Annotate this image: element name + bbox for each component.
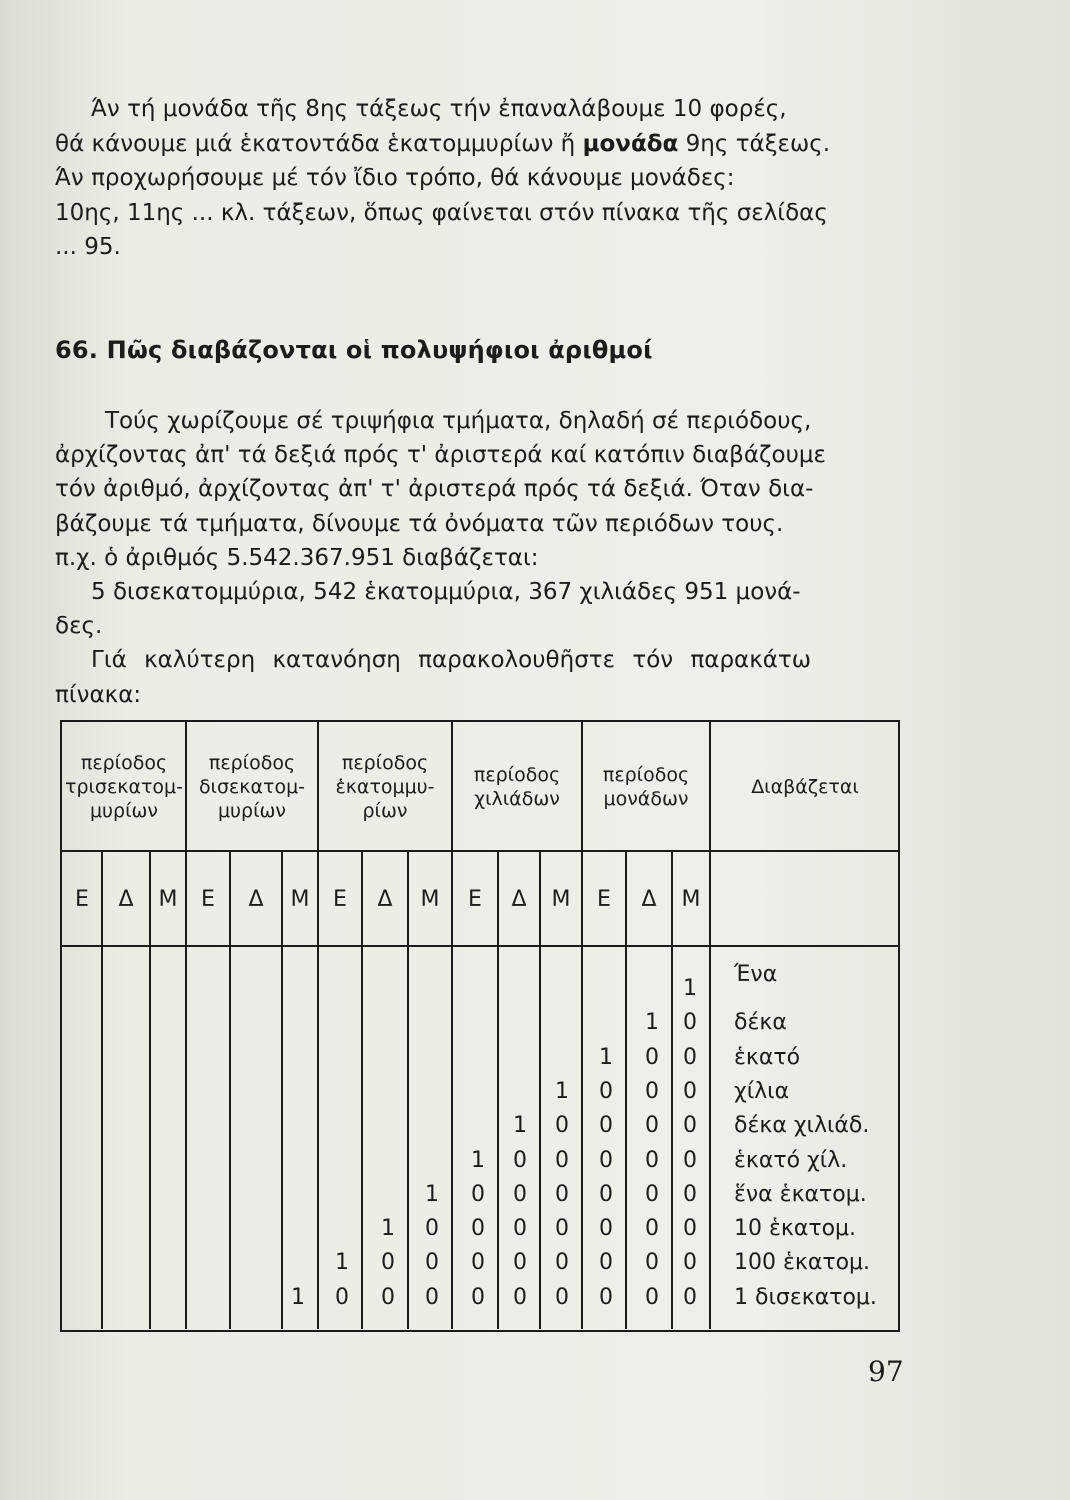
table-digit: 0 bbox=[599, 1078, 613, 1104]
body-line-4: βάζουμε τά τμήματα, δίνουμε τά ὀνόματα τῶν περιόδων τους. bbox=[55, 510, 784, 537]
period-label: μυρίων bbox=[89, 800, 159, 822]
table-digit: 0 bbox=[683, 1284, 697, 1310]
table-digit: 0 bbox=[645, 1044, 659, 1070]
period-divider bbox=[185, 722, 187, 1329]
reading-label: ἑκατό χίλ. bbox=[734, 1147, 848, 1173]
table-digit: 0 bbox=[599, 1113, 613, 1139]
period-label: περίοδος bbox=[80, 752, 168, 774]
position-letter: Δ bbox=[511, 887, 527, 912]
table-digit: 0 bbox=[645, 1181, 659, 1207]
intro-line-2-start: θά κάνουμε μιά ἑκατοντάδα ἑκατομμυρίων ἤ bbox=[55, 130, 583, 157]
position-letter: Ε bbox=[201, 887, 215, 912]
period-label: μονάδων bbox=[603, 788, 689, 810]
table-digit: 1 bbox=[425, 1181, 439, 1207]
table-digit: 0 bbox=[683, 1250, 697, 1276]
table-digit: 0 bbox=[471, 1181, 485, 1207]
table-digit: 0 bbox=[683, 1113, 697, 1139]
table-digit: 1 bbox=[335, 1250, 349, 1276]
table-digit: 0 bbox=[555, 1250, 569, 1276]
table-digit: 0 bbox=[381, 1250, 395, 1276]
page-number: 97 bbox=[868, 1355, 904, 1388]
period-label: περίοδος bbox=[208, 752, 296, 774]
table-digit: 1 bbox=[599, 1044, 613, 1070]
body-line-1: Τούς χωρίζουμε σέ τριψήφια τμήματα, δηλαδή σέ περιόδους, bbox=[105, 408, 812, 434]
position-letter: Μ bbox=[551, 887, 571, 912]
table-digit: 0 bbox=[683, 1216, 697, 1242]
position-letter: Μ bbox=[158, 887, 178, 912]
position-letter: Μ bbox=[420, 887, 440, 912]
position-letter: Μ bbox=[681, 887, 701, 912]
period-header-units bbox=[582, 722, 710, 852]
table-digit: 0 bbox=[513, 1147, 527, 1173]
body-line-5: π.χ. ὁ ἀριθμός 5.542.367.951 διαβάζεται: bbox=[55, 544, 539, 571]
period-label: δισεκατομ- bbox=[198, 776, 306, 798]
table-digit: 0 bbox=[471, 1250, 485, 1276]
table-digit: 1 bbox=[555, 1078, 569, 1104]
period-label: χιλιάδων bbox=[474, 788, 560, 810]
period-divider bbox=[709, 722, 711, 1329]
table-digit: 0 bbox=[425, 1250, 439, 1276]
table-digit: 0 bbox=[683, 1147, 697, 1173]
period-header-thousands bbox=[452, 722, 582, 852]
table-digit: 0 bbox=[381, 1284, 395, 1310]
table-digit: 1 bbox=[683, 976, 697, 1001]
position-letter: Ε bbox=[333, 887, 347, 912]
table-digit: 0 bbox=[683, 1044, 697, 1070]
table-digit: 0 bbox=[683, 1181, 697, 1207]
table-digit: 1 bbox=[381, 1216, 395, 1242]
body-line-3: τόν ἀριθμό, ἀρχίζοντας ἀπ' τ' ἀριστερά πρός τά δεξιά. Όταν δια- bbox=[55, 476, 814, 503]
body-line-7: δες. bbox=[55, 613, 103, 640]
period-divider bbox=[581, 722, 583, 1329]
table-digit: 0 bbox=[599, 1216, 613, 1242]
reading-label: ἑκατό bbox=[734, 1044, 801, 1070]
period-header-trillions bbox=[62, 722, 186, 852]
table-digit: 1 bbox=[645, 1010, 659, 1036]
period-label: περίοδος bbox=[473, 764, 561, 786]
reading-label: Ένα bbox=[734, 962, 778, 987]
position-letter: Ε bbox=[468, 887, 482, 912]
reading-label: 1 δισεκατομ. bbox=[734, 1284, 877, 1310]
reading-label: δέκα χιλιάδ. bbox=[734, 1113, 870, 1139]
table-digit: 1 bbox=[291, 1284, 305, 1310]
table-digit: 0 bbox=[513, 1284, 527, 1310]
intro-line-3: Άν προχωρήσουμε μέ τόν ἴδιο τρόπο, θά κάνουμε μονάδες: bbox=[55, 165, 735, 191]
position-letter: Δ bbox=[641, 887, 657, 912]
table-digit: 0 bbox=[555, 1147, 569, 1173]
reading-label: 100 ἑκατομ. bbox=[734, 1250, 871, 1276]
intro-line-2-end: 9ης τάξεως. bbox=[678, 130, 831, 157]
table-digit: 0 bbox=[555, 1113, 569, 1139]
table-digit: 0 bbox=[555, 1181, 569, 1207]
table-digit: 0 bbox=[599, 1284, 613, 1310]
period-label: τρισεκατομ- bbox=[65, 776, 183, 798]
table-digit: 0 bbox=[471, 1284, 485, 1310]
reading-label: 10 ἑκατομ. bbox=[734, 1216, 857, 1242]
position-letter: Ε bbox=[75, 887, 89, 912]
table-digit: 0 bbox=[645, 1078, 659, 1104]
intro-line-4: 10ης, 11ης ... κλ. τάξεων, ὅπως φαίνεται στόν πίνακα τῆς σελίδας bbox=[55, 199, 828, 226]
intro-line-1: Άν τή μονάδα τῆς 8ης τάξεως τήν ἐπαναλάβουμε 10 φορές, bbox=[91, 96, 787, 122]
reads-header bbox=[710, 722, 900, 852]
table-digit: 0 bbox=[645, 1250, 659, 1276]
table-digit: 0 bbox=[645, 1284, 659, 1310]
table-digit: 0 bbox=[683, 1010, 697, 1036]
reading-label: δέκα bbox=[734, 1010, 787, 1036]
position-letter: Δ bbox=[118, 887, 134, 912]
table-digit: 0 bbox=[645, 1113, 659, 1139]
section-heading: 66. Πῶς διαβάζονται οἱ πολυψήφιοι ἀριθμοί bbox=[55, 336, 653, 364]
table-digit: 0 bbox=[335, 1284, 349, 1310]
table-digit: 0 bbox=[513, 1181, 527, 1207]
table-digit: 0 bbox=[683, 1078, 697, 1104]
period-label: περίοδος bbox=[602, 764, 690, 786]
body-line-9: πίνακα: bbox=[55, 681, 142, 708]
table-digit: 0 bbox=[599, 1250, 613, 1276]
position-letter: Δ bbox=[377, 887, 393, 912]
table-digit: 0 bbox=[425, 1284, 439, 1310]
period-label: μυρίων bbox=[217, 800, 287, 822]
reads-header-label: Διαβάζεται bbox=[751, 776, 859, 798]
period-divider bbox=[451, 722, 453, 1329]
table-digit: 0 bbox=[555, 1216, 569, 1242]
table-digit: 0 bbox=[599, 1147, 613, 1173]
position-letter: Δ bbox=[248, 887, 264, 912]
period-label: περίοδος bbox=[341, 752, 429, 774]
period-label: ρίων bbox=[362, 800, 408, 822]
position-letter: Ε bbox=[597, 887, 611, 912]
period-header-millions bbox=[318, 722, 452, 852]
table-digit: 0 bbox=[599, 1181, 613, 1207]
position-letter: Μ bbox=[290, 887, 310, 912]
reading-label: ἕνα ἑκατομ. bbox=[734, 1181, 867, 1207]
table-digit: 0 bbox=[645, 1147, 659, 1173]
table-digit: 1 bbox=[513, 1113, 527, 1139]
emphasis-word: μονάδα bbox=[582, 130, 679, 157]
body-paragraph bbox=[55, 404, 895, 712]
period-header-billions bbox=[186, 722, 318, 852]
intro-line-2 bbox=[55, 127, 895, 162]
intro-paragraph bbox=[55, 92, 895, 265]
table-digit: 0 bbox=[425, 1216, 439, 1242]
body-line-2: ἀρχίζοντας ἀπ' τά δεξιά πρός τ' ἀριστερά καί κατόπιν διαβάζουμε bbox=[55, 442, 826, 469]
table-digit: 0 bbox=[471, 1216, 485, 1242]
table-digit: 0 bbox=[555, 1284, 569, 1310]
table-digit: 1 bbox=[471, 1147, 485, 1173]
intro-line-5: ... 95. bbox=[55, 234, 121, 260]
place-value-table bbox=[60, 720, 900, 1332]
period-divider bbox=[317, 722, 319, 1329]
table-digit: 0 bbox=[513, 1250, 527, 1276]
body-line-6: 5 δισεκατομμύρια, 542 ἑκατομμύρια, 367 χιλιάδες 951 μονά- bbox=[91, 579, 801, 606]
table-digit: 0 bbox=[645, 1216, 659, 1242]
reading-label: χίλια bbox=[734, 1078, 790, 1104]
table-digit: 0 bbox=[513, 1216, 527, 1242]
period-label: ἑκατομμυ- bbox=[335, 776, 435, 798]
body-line-8: Γιά καλύτερη κατανόηση παρακολουθῆστε τόν παρακάτω bbox=[91, 647, 812, 674]
